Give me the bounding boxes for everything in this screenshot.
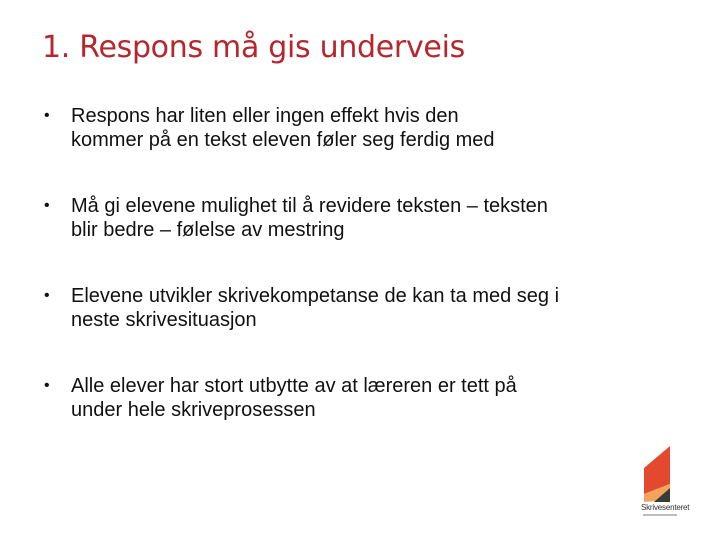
bullet-item <box>44 104 674 152</box>
bullet-icon: • <box>44 107 50 124</box>
bullet-text-line: Respons har liten eller ingen effekt hvis den <box>71 105 459 127</box>
bullet-item <box>44 374 674 422</box>
bullet-text-line: Elevene utvikler skrivekompetanse de kan ta med seg i <box>71 285 560 307</box>
bullet-list <box>44 104 674 464</box>
bullet-text-line: neste skrivesituasjon <box>71 309 257 331</box>
bullet-text-line: kommer på en tekst eleven føler seg ferdig med <box>71 129 495 151</box>
bullet-text-line: Alle elever har stort utbytte av at læreren er tett på <box>71 375 517 397</box>
logo-text: Skrivesenteret <box>641 503 690 512</box>
bullet-icon: • <box>44 377 50 394</box>
bullet-item <box>44 194 674 242</box>
bullet-icon: • <box>44 197 50 214</box>
bullet-icon: • <box>44 287 50 304</box>
bullet-item <box>44 284 674 332</box>
bullet-text-line: Må gi elevene mulighet til å revidere teksten – teksten <box>71 195 548 217</box>
bullet-text-line: blir bedre – følelse av mestring <box>71 219 345 241</box>
bullet-text-line: under hele skriveprosessen <box>71 399 316 421</box>
slide-title: 1. Respons må gis underveis <box>42 30 465 65</box>
logo-tagline-line <box>643 514 677 516</box>
